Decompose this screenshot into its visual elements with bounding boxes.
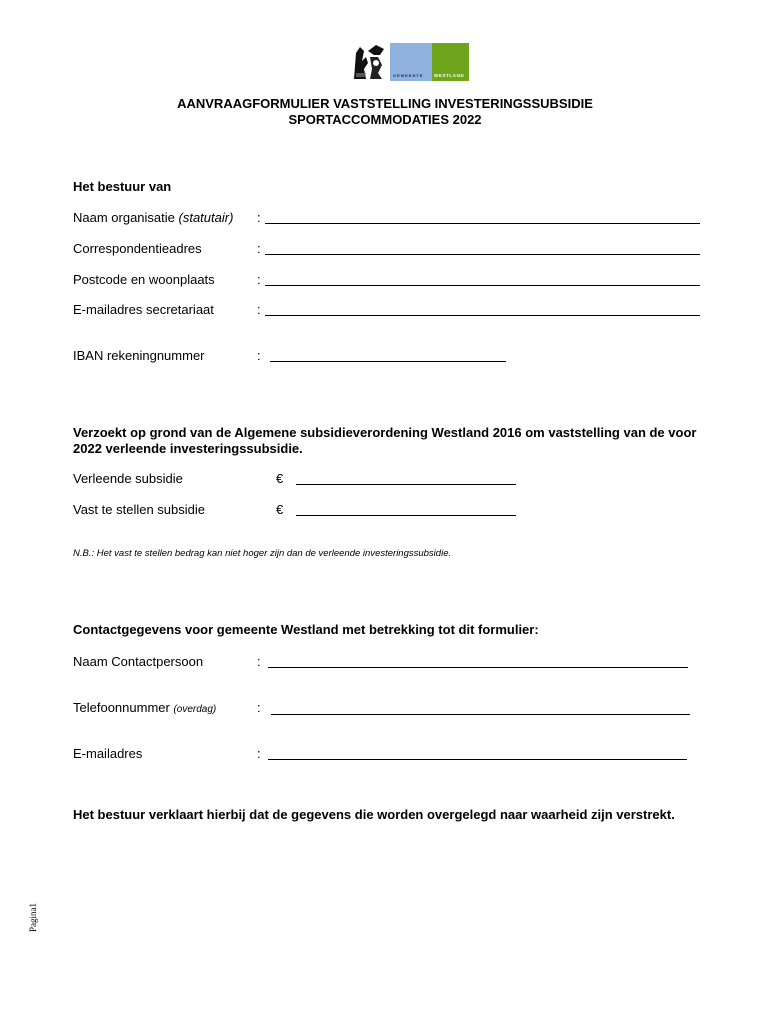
colon: : — [257, 241, 261, 256]
verleende-subsidie-field[interactable] — [296, 484, 516, 485]
colon: : — [257, 700, 261, 715]
colon: : — [257, 210, 261, 225]
bestuur-heading: Het bestuur van — [73, 179, 172, 194]
field-label-emailadres-secretariaat: E-mailadres secretariaat — [73, 302, 214, 317]
colon: : — [257, 654, 261, 669]
telefoonnummer-field[interactable] — [271, 714, 690, 715]
field-label-vast-te-stellen-subsidie: Vast te stellen subsidie — [73, 502, 205, 517]
label-qualifier: (overdag) — [173, 704, 217, 715]
euro-sign: € — [276, 471, 284, 486]
form-title-line2: SPORTACCOMMODATIES 2022 — [288, 112, 482, 127]
postcode-woonplaats-field[interactable] — [265, 285, 700, 286]
declaration-text: Het bestuur verklaart hierbij dat de gegevens die worden overgelegd naar waarheid zijn verstrekt. — [73, 807, 675, 822]
field-label-emailadres: E-mailadres — [73, 746, 143, 761]
page-number-label: Pagina1 — [28, 903, 38, 932]
verzoek-paragraph: Verzoekt op grond van de Algemene subsidieverordening Westland 2016 om vaststelling van de voor 2022 verleende investeringssubsidie. — [73, 425, 697, 456]
logo-word-westland: WESTLAND — [434, 73, 465, 78]
label-text: Naam organisatie — [73, 210, 175, 225]
colon: : — [257, 746, 261, 761]
euro-sign: € — [276, 502, 284, 517]
correspondentieadres-field[interactable] — [265, 254, 700, 255]
field-label-correspondentieadres: Correspondentieadres — [73, 241, 202, 256]
field-label-verleende-subsidie: Verleende subsidie — [73, 471, 183, 486]
field-label-naam-organisatie — [73, 210, 233, 225]
iban-field[interactable] — [270, 361, 506, 362]
field-label-iban: IBAN rekeningnummer — [73, 348, 205, 363]
nb-note: N.B.: Het vast te stellen bedrag kan niet hoger zijn dan de verleende investeringssubsidie. — [73, 548, 452, 559]
colon: : — [257, 348, 261, 363]
naam-organisatie-field[interactable] — [265, 223, 700, 224]
field-label-naam-contactpersoon: Naam Contactpersoon — [73, 654, 204, 669]
label-qualifier: (statutair) — [178, 210, 234, 225]
emailadres-secretariaat-field[interactable] — [265, 315, 700, 316]
label-text: Telefoonnummer — [73, 700, 170, 715]
naam-contactpersoon-field[interactable] — [268, 667, 688, 668]
form-title-line1: AANVRAAGFORMULIER VASTSTELLING INVESTERINGSSUBSIDIE — [177, 96, 593, 111]
emailadres-field[interactable] — [268, 759, 687, 760]
field-label-postcode-woonplaats: Postcode en woonplaats — [73, 272, 215, 287]
logo-word-gemeente: GEMEENTE — [393, 73, 424, 78]
colon: : — [257, 272, 261, 287]
colon: : — [257, 302, 261, 317]
field-label-telefoonnummer — [73, 700, 216, 715]
gemeente-westland-logo — [352, 43, 469, 81]
contact-heading: Contactgegevens voor gemeente Westland met betrekking tot dit formulier: — [73, 622, 539, 637]
vast-te-stellen-subsidie-field[interactable] — [296, 515, 516, 516]
logo-emblem-icon — [352, 43, 388, 81]
